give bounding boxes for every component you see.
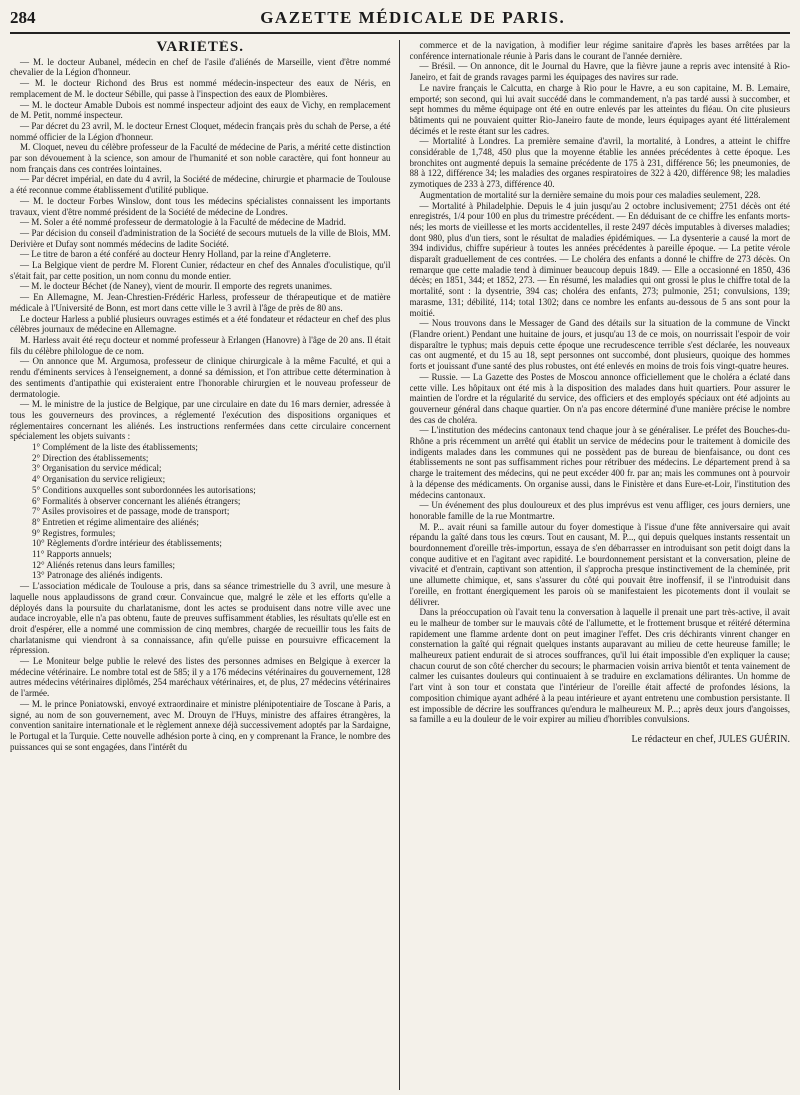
list-item: 10° Règlements d'ordre intérieur des établissements; — [32, 538, 222, 549]
news-paragraph: — M. le docteur Forbes Winslow, dont tous les médecins spécialistes connaissent les importants travaux, vient d'être nommé président de la Société de médecine de Londres. — [10, 195, 391, 217]
news-paragraph: Le docteur Harless a publié plusieurs ouvrages estimés et a été fondateur et rédacteur en chef des plus célèbres journaux de médecine en Allemagne. — [10, 313, 391, 335]
left-paragraphs-continued — [10, 581, 391, 752]
news-paragraph: — La Belgique vient de perdre M. Florent Cunier, rédacteur en chef des Annales d'oculistique, qu'il s'était fait, par cette position, un nom connu du monde entier. — [10, 260, 391, 281]
news-paragraph: — Nous trouvons dans le Messager de Gand des détails sur la situation de la commune de Vinckt (Flandre orient.) Pendant une huitaine de jours, et jusqu'au 13 de ce mois, on nourrissait l'espoir de voir disparaître le typhus; mais depuis cette époque une recrudescence terrible s'est déclarée, les nouveaux cas ont augmenté, et du 15 au 18, sept personnes ont succombé, dont plusieurs, quoique des hommes forts et jouissant d'une santé des plus robustes, ont été enlevés en moins de trois fois vingt-quatre heures. — [409, 318, 790, 372]
news-paragraph: — L'institution des médecins cantonaux tend chaque jour à se généraliser. Le préfet des Bouches-du-Rhône a pris récemment un arrêté qui établit un service de médecins pour le traitement à domicile des indigents malades dans les communes qui ne possèdent pas de bureau de bienfaisance, ou dont ces établissements ne sont pas suffisamment riches pour rétribuer des médecins. Le département prend à sa charge le traitement des médecins, qui ne peut excéder 400 fr. par an; mais les communes ont à pourvoir à la dépense des médicaments. On organise aussi, dans le Finistère et dans Eure-et-Loir, l'institution des médecins cantonaux. — [409, 425, 790, 500]
news-paragraph: — M. le ministre de la justice de Belgique, par une circulaire en date du 16 mars dernier, adressée à tous les gouverneurs des provinces, a réglementé l'exécution des dispositions organiques et réglementaires concernant les aliénés. Les instructions renfermées dans cette circulaire concernent spécialement les objets suivants : — [10, 399, 391, 442]
news-paragraph: M. Harless avait été reçu docteur et nommé professeur à Erlangen (Hanovre) à l'âge de 20 ans. Il était fils du célèbre philologue de ce nom. — [10, 334, 391, 356]
section-title: VARIÉTÉS. — [156, 40, 244, 55]
news-paragraph: — M. le docteur Aubanel, médecin en chef de l'asile d'aliénés de Marseille, vient d'être nommé chevalier de la Légion d'honneur. — [10, 56, 391, 78]
news-paragraph: — Le Moniteur belge publie le relevé des listes des personnes admises en Belgique à exercer la médecine vétérinaire. Le nombre total est de 585; il y a 176 médecins vétérinaires du gouvernement, 128 autres médecins vétérinaires diplômés, 254 maréchaux vétérinaires, et, de plus, 27 médecins vétérinaires de l'armée. — [10, 656, 391, 699]
news-paragraph: — Mortalité à Philadelphie. Depuis le 4 juin jusqu'au 2 octobre inclusivement; 2751 décès ont été enregistrés, 1/4 pour 100 en plus du trimestre précédent. — En déduisant de ce chiffre les enfants morts-nés; les morts de vieillesse et les morts accidentelles, il reste 2497 décès imputables à diverses maladies; dont 980, plus d'un tiers, sont le résultat de maladies épidémiques. — La dysenterie a causé la mort de 394 individus, chiffre supérieur à toutes les années précédentes à pareille époque. — La petite vérole disparaît graduellement de ces contrées. — Le choléra des enfants a donné le chiffre de 273 décès. On remarque que cette maladie tend à diminuer beaucoup depuis 1849. — Elle a occasionné en 1850, 436 décès; en 1851, 344; et 1852, 273. — En résumé, les maladies qui ont grossi le plus le chiffre total de la mortalité, sont : la dysentrie, 394 cas; choléra des enfants, 273; pulmonie, 251; convulsions, 139; marasme, 131; débilité, 114; total 1302; dans ce nombre les enfants au-dessous de 5 ans sont pour la moitié. — [409, 200, 790, 318]
left-paragraphs — [10, 57, 391, 442]
list-item: 7° Asiles provisoires et de passage, mode de transport; — [32, 506, 230, 517]
news-paragraph: — Par décret du 23 avril, M. le docteur Ernest Cloquet, médecin français près du schah de Perse, a été nommé officier de la Légion d'honneur. — [10, 120, 391, 142]
list-item: 13° Patronage des aliénés indigents. — [32, 570, 163, 581]
news-paragraph: — Un événement des plus douloureux et des plus imprévus est venu affliger, ces jours derniers, une honorable famille de la rue Montmartre. — [409, 500, 790, 521]
belgium-list — [10, 442, 391, 581]
news-paragraph: — Russie. — La Gazette des Postes de Moscou annonce officiellement que le choléra a éclaté dans cette ville. Les hôpitaux ont été mis à la disposition des malades dans huit quartiers. Pour assurer le maintien de l'ordre et la régularité du service, des officiers et des employés spéciaux ont été adjoints au gouverneur général dans chaque quartier. On n'a pas encore déterminé d'une manière précise le nombre des cas de choléra. — [409, 371, 790, 425]
list-item: 4° Organisation du service religieux; — [32, 474, 166, 485]
page-number: 284 — [10, 8, 36, 27]
news-paragraph: — Par décret impérial, en date du 4 avril, la Société de médecine, chirurgie et pharmacie de Toulouse a été reconnue comme établissement d'utilité publique. — [10, 174, 391, 196]
journal-title: GAZETTE MÉDICALE DE PARIS. — [260, 8, 566, 27]
right-column — [410, 40, 791, 1090]
news-paragraph: Augmentation de mortalité sur la dernière semaine du mois pour ces maladies seulement, 228. — [419, 189, 761, 200]
news-paragraph: M. Cloquet, neveu du célèbre professeur de la Faculté de médecine de Paris, a mérité cette distinction par son dévouement à la science, son amour de l'humanité et son noble caractère, qui font honneur au nom français dans ces contrées lointaines. — [10, 142, 391, 174]
news-paragraph: Dans la préoccupation où l'avait tenu la conversation à laquelle il prenait une part très-active, il avait eu le malheur de tomber sur le mauvais côté de l'allumette, et le frottement brusque et réitéré détermina rapidement une flamme ardente dont on peut imaginer l'effet. Des cris déchirants vinrent changer en consternation la gaîté qui régnait quelques instants auparavant au milieu de cette heureuse famille; le malheureux patient endurait de si atroces souffrances, qu'il lui était impossible d'en expliquer la cause; chacun courut de son côté chercher du secours; le pharmacien voisin arriva bientôt et tenta vainement de calmer les cuisantes douleurs qui continuaient à se traduire en exclamations délirantes. Un homme de l'art vint à son tour et constata que l'intérieur de l'oreille était affecté de profondes lésions, la composition chimique ayant adhéré à la peau intérieure et ayant entretenu une combustion persistante. Il est impossible de décrire les souffrances qu'endura le malheureux M. P...; après deux jours d'angoisses, sa famille a eu la douleur de le voir expirer au milieu d'horribles convulsions. — [409, 607, 790, 725]
list-item: 12° Aliénés retenus dans leurs familles; — [32, 559, 176, 570]
news-paragraph: — M. le prince Poniatowski, envoyé extraordinaire et ministre plénipotentiaire de Toscane à Paris, a signé, au nom de son gouvernement, avec M. Drouyn de l'Huys, ministre des affaires étrangères, la convention sanitaire internationale et le règlement annexe déjà successivement adoptés par la Sardaigne, le Portugal et la Turquie. Cette nouvelle adhésion porte à cinq, en y comprenant la France, le nombre des puissances qui se sont engagées, dans l'intérêt du — [10, 698, 391, 752]
news-paragraph: — En Allemagne, M. Jean-Chrestien-Frédéric Harless, professeur de thérapeutique et de matière médicale à l'Université de Bonn, est mort dans cette ville le 3 avril à l'âge de près de 80 ans. — [10, 292, 391, 313]
page-header — [10, 8, 790, 34]
news-paragraph: — On annonce que M. Argumosa, professeur de clinique chirurgicale à la même Faculté, et qui a rendu d'éminents services à l'enseignement, a donné sa démission, et l'on attribue cette détermination à des sentiments d'antipathie qui existeraient entre l'honorable chirurgien et le nouveau professeur de dermatologie. — [10, 356, 391, 399]
news-paragraph: — M. le docteur Béchet (de Naney), vient de mourir. Il emporte des regrets unanimes. — [20, 281, 333, 292]
left-column — [10, 40, 400, 1090]
list-item: 9° Registres, formules; — [32, 527, 116, 538]
news-paragraph: — Mortalité à Londres. La première semaine d'avril, la mortalité, à Londres, a atteint le chiffre considérable de 1,748, 450 plus que la moyenne établie les années précédentes à cette époque. Les bronchites ont augmenté depuis la semaine précédente de 175 à 231, différence 56; les pneumonies, de 88 à 122, différence 34; les maladies des organes respiratoires de 322 à 420, différence 98; les maladies zymotiques de 233 à 273, différence 40. — [409, 136, 790, 190]
right-paragraphs — [410, 40, 791, 725]
news-paragraph: — Le titre de baron a été conféré au docteur Henry Holland, par la reine d'Angleterre. — [20, 249, 331, 260]
list-item: 5° Conditions auxquelles sont subordonnées les autorisations; — [32, 484, 256, 495]
news-paragraph: M. P... avait réuni sa famille autour du foyer domestique à l'issue d'une fête anniversaire qui avait répandu la gaîté dans tous les cœurs. Tout en causant, M. P..., qui depuis quelques instants ressentait un bourdonnement d'oreille très-importun, essaya de s'en débarrasser en introduisant son petit doigt dans la conque auditive et en l'agitant avec rapidité. Le bourdonnement persistant et la conversation, pleine de vivacité et d'entrain, captivant son attention, il s'approcha presque instinctivement de la cheminée, prit une allumette chimique, et, sans s'assurer du côté qui pouvait être inoffensif, il se l'introduisit dans l'oreille, en frottant énergiquement les parois où se manifestaient les picotements dont il voulait se délivrer. — [409, 521, 790, 607]
news-paragraph: — M. le docteur Amable Dubois est nommé inspecteur adjoint des eaux de Vichy, en remplacement de M. Petit, nommé inspecteur. — [10, 99, 391, 121]
news-paragraph: commerce et de la navigation, à modifier leur régime sanitaire d'après les bases arrêtées par la conférence internationale réunie à Paris dans le courant de l'année dernière. — [409, 40, 790, 61]
news-paragraph: — Par décision du conseil d'administration de la Société de secours mutuels de la ville de Blois, MM. Derivière et Dufay sont nommés médecins de ladite Société. — [10, 227, 391, 249]
news-paragraph: — L'association médicale de Toulouse a pris, dans sa séance trimestrielle du 3 avril, une mesure à laquelle nous applaudissons de grand cœur. Convaincue que, malgré le zèle et les efforts qu'elle a déployés dans la poursuite du charlatanisme, dont les actes se produisent dans notre ville avec une audace incroyable, elle n'a pas obtenu, faute de preuves suffisamment établies, les résultats qu'elle est en droit d'espérer, elle a nommé une commission de cinq membres, chargée de recueillir tous les faits de charlatanisme qui viendront à sa connaissance, afin qu'elle puisse en poursuivre efficacement la répression. — [10, 581, 391, 656]
list-item: 6° Formalités à observer concernant les aliénés étrangers; — [32, 495, 241, 506]
news-paragraph: — M. Soler a été nommé professeur de dermatologie à la Faculté de médecine de Madrid. — [20, 217, 346, 228]
article-columns — [10, 40, 790, 1090]
list-item: 11° Rapports annuels; — [32, 549, 112, 560]
list-item: 1° Complément de la liste des établissements; — [32, 442, 198, 453]
list-item: 2° Direction des établissements; — [32, 452, 149, 463]
list-item: 3° Organisation du service médical; — [32, 463, 162, 474]
list-item: 8° Entretien et régime alimentaire des aliénés; — [32, 516, 199, 527]
news-paragraph: Le navire français le Calcutta, en charge à Rio pour le Havre, a eu son capitaine, M. B. Lemaire, emporté; son second, qui lui avait succédé dans le commandement, n'a pas tardé aussi à succomber, et sept hommes du même équipage ont été en outre enlevés par les atteintes du fléau. On cite plusieurs bâtiments qui ne pouvaient quitter Rio-Janeiro faute de monde, leurs équipages ayant été littéralement décimés et le reste étant sur les cadres. — [409, 82, 790, 136]
editor-signature: Le rédacteur en chef, JULES GUÉRIN. — [631, 734, 790, 745]
news-paragraph: — M. le docteur Richond des Brus est nommé médecin-inspecteur des eaux de Néris, en remplacement de M. le docteur Sébille, qui passe à l'inspection des eaux de Plombières. — [10, 78, 391, 99]
news-paragraph: — Brésil. — On annonce, dit le Journal du Havre, que la fièvre jaune a repris avec intensité à Rio-Janeiro, et fait de grands ravages parmi les équipages des navires sur rade. — [409, 61, 790, 83]
